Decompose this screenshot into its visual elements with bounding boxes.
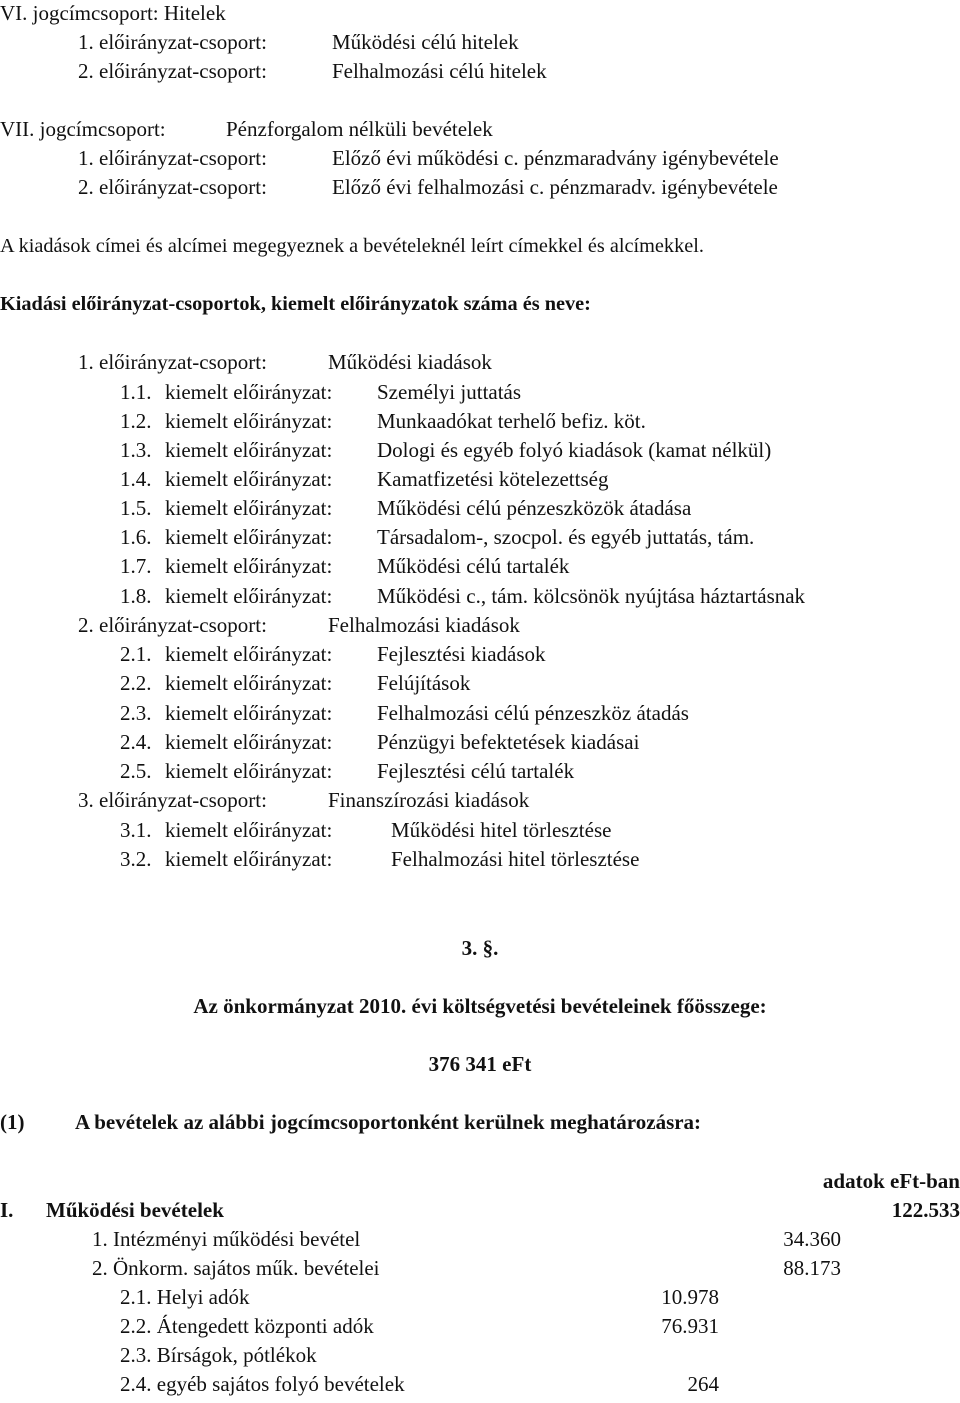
revenue-sub-4-value: 264 xyxy=(687,1372,719,1396)
item-1-7-num: 1.7. xyxy=(120,554,152,578)
total-title: Az önkormányzat 2010. évi költségvetési bevételeinek főösszege: xyxy=(193,994,767,1018)
item-2-4-num: 2.4. xyxy=(120,730,152,754)
group-3-label: 3. előirányzat-csoport: xyxy=(78,788,267,812)
item-1-2-label: kiemelt előirányzat: xyxy=(165,409,333,433)
item-1-5-value: Működési célú pénzeszközök átadása xyxy=(377,496,692,520)
item-2-2-value: Felújítások xyxy=(377,671,471,695)
item-1-5-label: kiemelt előirányzat: xyxy=(165,496,333,520)
item-1-4-label: kiemelt előirányzat: xyxy=(165,467,333,491)
note-text: A kiadások címei és alcímei megegyeznek a bevételeknél leírt címekkel és alcímekkel. xyxy=(0,235,704,257)
item-2-3-label: kiemelt előirányzat: xyxy=(165,701,333,725)
item-1-3-label: kiemelt előirányzat: xyxy=(165,438,333,462)
item-2-1-label: kiemelt előirányzat: xyxy=(165,642,333,666)
s7-row-1-label: 1. előirányzat-csoport: xyxy=(78,146,267,170)
item-3-1-value: Működési hitel törlesztése xyxy=(391,818,612,842)
item-3-1-label: kiemelt előirányzat: xyxy=(165,818,333,842)
item-1-8-num: 1.8. xyxy=(120,584,152,608)
s6-row-1-label: 1. előirányzat-csoport: xyxy=(78,30,267,54)
revenue-row-2-value: 88.173 xyxy=(783,1256,841,1280)
item-3-2-num: 3.2. xyxy=(120,847,152,871)
item-2-2-label: kiemelt előirányzat: xyxy=(165,671,333,695)
expenditure-title: Kiadási előirányzat-csoportok, kiemelt előirányzatok száma és neve: xyxy=(0,293,591,315)
item-1-7-value: Működési célú tartalék xyxy=(377,554,570,578)
item-2-4-label: kiemelt előirányzat: xyxy=(165,730,333,754)
section-vii-heading-value: Pénzforgalom nélküli bevételek xyxy=(226,117,493,141)
item-1-8-value: Működési c., tám. kölcsönök nyújtása háztartásnak xyxy=(377,584,806,608)
revenue-sub-3-label: 2.3. Bírságok, pótlékok xyxy=(120,1343,317,1367)
item-2-5-label: kiemelt előirányzat: xyxy=(165,759,333,783)
item-2-5-value: Fejlesztési célú tartalék xyxy=(377,759,575,783)
revenue-sub-1-label: 2.1. Helyi adók xyxy=(120,1285,250,1309)
group-3-value: Finanszírozási kiadások xyxy=(328,788,530,812)
item-1-2-value: Munkaadókat terhelő befiz. köt. xyxy=(377,409,646,433)
item-2-5-num: 2.5. xyxy=(120,759,152,783)
group-1-label: 1. előirányzat-csoport: xyxy=(78,350,267,374)
item-1-3-num: 1.3. xyxy=(120,438,152,462)
group-2-value: Felhalmozási kiadások xyxy=(328,613,520,637)
units-label: adatok eFt-ban xyxy=(822,1169,960,1193)
item-2-3-value: Felhalmozási célú pénzeszköz átadás xyxy=(377,701,689,725)
item-1-2-num: 1.2. xyxy=(120,409,152,433)
revenue-sub-4-label: 2.4. egyéb sajátos folyó bevételek xyxy=(120,1372,405,1396)
item-1-1-value: Személyi juttatás xyxy=(377,380,522,404)
item-1-1-label: kiemelt előirányzat: xyxy=(165,380,333,404)
item-1-3-value: Dologi és egyéb folyó kiadások (kamat nélkül) xyxy=(377,438,772,462)
item-3-2-label: kiemelt előirányzat: xyxy=(165,847,333,871)
item-1-7-label: kiemelt előirányzat: xyxy=(165,554,333,578)
paragraph-number: (1) xyxy=(0,1110,25,1134)
revenue-sub-2-value: 76.931 xyxy=(661,1314,719,1338)
item-3-2-value: Felhalmozási hitel törlesztése xyxy=(391,847,640,871)
s7-row-2-value: Előző évi felhalmozási c. pénzmaradv. igénybevétele xyxy=(332,175,778,199)
item-2-2-num: 2.2. xyxy=(120,671,152,695)
s6-row-1-value: Működési célú hitelek xyxy=(332,30,519,54)
item-3-1-num: 3.1. xyxy=(120,818,152,842)
paragraph-text: A bevételek az alábbi jogcímcsoportonként kerülnek meghatározásra: xyxy=(75,1110,702,1134)
section-vi-heading: VI. jogcímcsoport: Hitelek xyxy=(0,1,226,25)
item-1-6-num: 1.6. xyxy=(120,525,152,549)
item-2-3-num: 2.3. xyxy=(120,701,152,725)
group-2-label: 2. előirányzat-csoport: xyxy=(78,613,267,637)
item-1-6-label: kiemelt előirányzat: xyxy=(165,525,333,549)
section-vii-heading-label: VII. jogcímcsoport: xyxy=(0,117,166,141)
total-value: 376 341 eFt xyxy=(428,1052,532,1076)
revenue-row-1-label: 1. Intézményi működési bevétel xyxy=(92,1227,361,1251)
revenue-row-1-value: 34.360 xyxy=(783,1227,841,1251)
section-mark: 3. §. xyxy=(461,936,499,960)
revenue-sub-2-label: 2.2. Átengedett központi adók xyxy=(120,1314,374,1338)
item-1-8-label: kiemelt előirányzat: xyxy=(165,584,333,608)
revenue-main-num: I. xyxy=(0,1198,14,1222)
item-2-1-value: Fejlesztési kiadások xyxy=(377,642,546,666)
item-1-4-value: Kamatfizetési kötelezettség xyxy=(377,467,609,491)
revenue-sub-1-value: 10.978 xyxy=(661,1285,719,1309)
item-1-4-num: 1.4. xyxy=(120,467,152,491)
item-1-1-num: 1.1. xyxy=(120,380,152,404)
s6-row-2-value: Felhalmozási célú hitelek xyxy=(332,59,547,83)
item-2-4-value: Pénzügyi befektetések kiadásai xyxy=(377,730,640,754)
item-2-1-num: 2.1. xyxy=(120,642,152,666)
item-1-6-value: Társadalom-, szocpol. és egyéb juttatás, tám. xyxy=(377,525,755,549)
s7-row-1-value: Előző évi működési c. pénzmaradvány igénybevétele xyxy=(332,146,779,170)
group-1-value: Működési kiadások xyxy=(328,350,492,374)
revenue-main-label: Működési bevételek xyxy=(46,1198,224,1222)
revenue-main-value: 122.533 xyxy=(891,1198,960,1222)
s7-row-2-label: 2. előirányzat-csoport: xyxy=(78,175,267,199)
item-1-5-num: 1.5. xyxy=(120,496,152,520)
s6-row-2-label: 2. előirányzat-csoport: xyxy=(78,59,267,83)
revenue-row-2-label: 2. Önkorm. sajátos műk. bevételei xyxy=(92,1256,380,1280)
